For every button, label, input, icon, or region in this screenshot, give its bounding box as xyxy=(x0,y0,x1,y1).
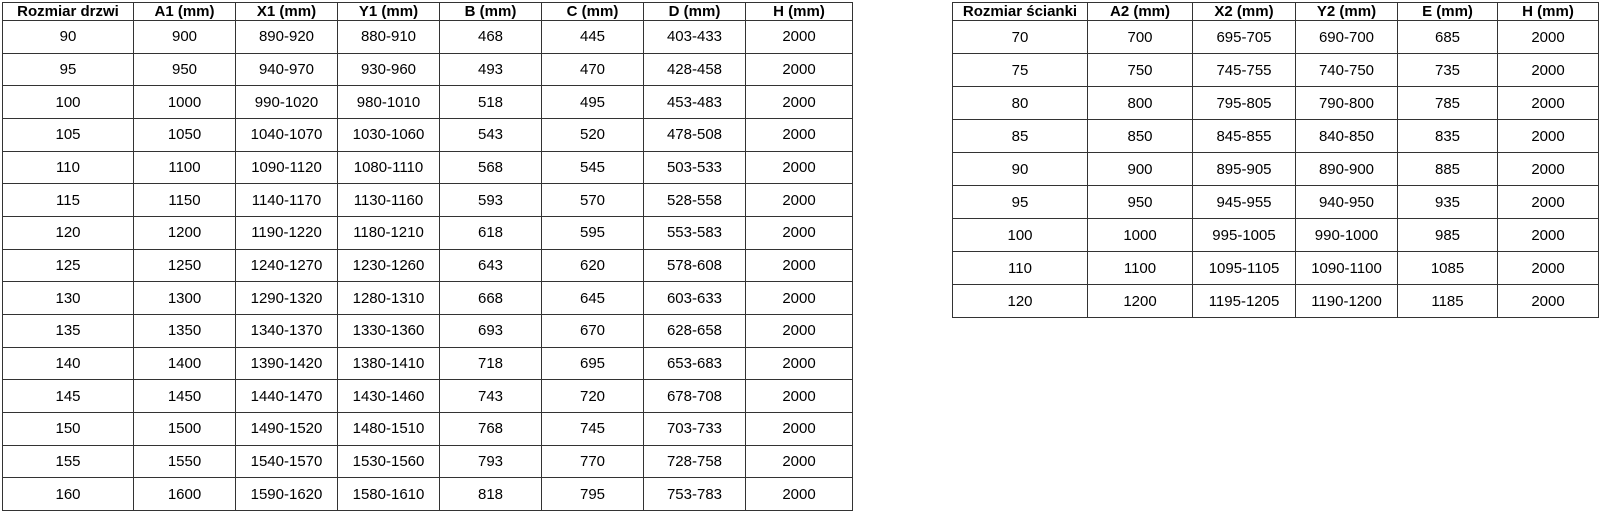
table-cell: 115 xyxy=(3,184,134,217)
table-cell: 740-750 xyxy=(1296,54,1398,87)
column-header-y1: Y1 (mm) xyxy=(338,3,440,21)
table-cell: 940-970 xyxy=(236,53,338,86)
table-cell: 2000 xyxy=(746,86,853,119)
column-header-a1: A1 (mm) xyxy=(134,3,236,21)
table-row xyxy=(3,445,853,478)
table-cell: 503-533 xyxy=(644,151,746,184)
table-cell: 718 xyxy=(440,347,542,380)
table-cell: 1050 xyxy=(134,118,236,151)
table-cell: 785 xyxy=(1398,87,1498,120)
table-cell: 2000 xyxy=(746,216,853,249)
table-cell: 2000 xyxy=(746,347,853,380)
table-cell: 2000 xyxy=(1498,120,1599,153)
table-cell: 1340-1370 xyxy=(236,314,338,347)
table-cell: 753-783 xyxy=(644,478,746,511)
table-cell: 1580-1610 xyxy=(338,478,440,511)
table-cell: 690-700 xyxy=(1296,21,1398,54)
table-cell: 90 xyxy=(3,21,134,54)
table-cell: 140 xyxy=(3,347,134,380)
table-cell: 1185 xyxy=(1398,285,1498,318)
table-cell: 2000 xyxy=(1498,285,1599,318)
table-cell: 890-900 xyxy=(1296,153,1398,186)
table-cell: 2000 xyxy=(1498,252,1599,285)
table-cell: 75 xyxy=(953,54,1088,87)
table-cell: 1030-1060 xyxy=(338,118,440,151)
table-cell: 120 xyxy=(3,216,134,249)
table-cell: 1400 xyxy=(134,347,236,380)
table-cell: 800 xyxy=(1088,87,1193,120)
table-cell: 120 xyxy=(953,285,1088,318)
table-cell: 840-850 xyxy=(1296,120,1398,153)
door-sizes-table xyxy=(2,2,853,511)
table-cell: 695 xyxy=(542,347,644,380)
table-cell: 100 xyxy=(3,86,134,119)
column-header-x1: X1 (mm) xyxy=(236,3,338,21)
table-row xyxy=(3,282,853,315)
table-cell: 528-558 xyxy=(644,184,746,217)
table-cell: 835 xyxy=(1398,120,1498,153)
wall-table-body xyxy=(953,21,1599,318)
table-cell: 643 xyxy=(440,249,542,282)
table-cell: 2000 xyxy=(746,249,853,282)
table-cell: 735 xyxy=(1398,54,1498,87)
table-cell: 578-608 xyxy=(644,249,746,282)
table-cell: 1200 xyxy=(134,216,236,249)
table-cell: 130 xyxy=(3,282,134,315)
table-cell: 1130-1160 xyxy=(338,184,440,217)
table-cell: 2000 xyxy=(746,151,853,184)
table-cell: 135 xyxy=(3,314,134,347)
table-row xyxy=(3,347,853,380)
table-cell: 428-458 xyxy=(644,53,746,86)
table-cell: 545 xyxy=(542,151,644,184)
table-cell: 695-705 xyxy=(1193,21,1296,54)
table-cell: 570 xyxy=(542,184,644,217)
table-cell: 1140-1170 xyxy=(236,184,338,217)
table-cell: 1290-1320 xyxy=(236,282,338,315)
table-cell: 693 xyxy=(440,314,542,347)
table-row xyxy=(953,87,1599,120)
table-cell: 155 xyxy=(3,445,134,478)
table-cell: 743 xyxy=(440,380,542,413)
column-header-y2: Y2 (mm) xyxy=(1296,3,1398,21)
table-cell: 1000 xyxy=(134,86,236,119)
table-row xyxy=(3,249,853,282)
table-row xyxy=(953,219,1599,252)
table-cell: 1500 xyxy=(134,412,236,445)
table-cell: 895-905 xyxy=(1193,153,1296,186)
table-cell: 2000 xyxy=(1498,153,1599,186)
column-header-rozmiar-scianki: Rozmiar ścianki xyxy=(953,3,1088,21)
column-header-b: B (mm) xyxy=(440,3,542,21)
table-cell: 445 xyxy=(542,21,644,54)
table-cell: 703-733 xyxy=(644,412,746,445)
table-cell: 1080-1110 xyxy=(338,151,440,184)
table-row xyxy=(3,412,853,445)
table-cell: 768 xyxy=(440,412,542,445)
table-cell: 770 xyxy=(542,445,644,478)
table-cell: 468 xyxy=(440,21,542,54)
table-cell: 2000 xyxy=(746,412,853,445)
table-row xyxy=(953,252,1599,285)
table-cell: 1230-1260 xyxy=(338,249,440,282)
table-cell: 2000 xyxy=(746,282,853,315)
table-cell: 1440-1470 xyxy=(236,380,338,413)
table-cell: 105 xyxy=(3,118,134,151)
column-header-e: E (mm) xyxy=(1398,3,1498,21)
table-cell: 1180-1210 xyxy=(338,216,440,249)
table-cell: 2000 xyxy=(746,21,853,54)
table-cell: 1490-1520 xyxy=(236,412,338,445)
table-row xyxy=(953,54,1599,87)
table-cell: 850 xyxy=(1088,120,1193,153)
table-cell: 145 xyxy=(3,380,134,413)
table-cell: 2000 xyxy=(746,445,853,478)
table-cell: 2000 xyxy=(746,380,853,413)
table-cell: 950 xyxy=(1088,186,1193,219)
table-cell: 110 xyxy=(3,151,134,184)
door-table-body xyxy=(3,21,853,511)
table-cell: 95 xyxy=(3,53,134,86)
table-cell: 1380-1410 xyxy=(338,347,440,380)
table-cell: 880-910 xyxy=(338,21,440,54)
table-cell: 745 xyxy=(542,412,644,445)
table-cell: 678-708 xyxy=(644,380,746,413)
table-cell: 1530-1560 xyxy=(338,445,440,478)
table-cell: 1250 xyxy=(134,249,236,282)
table-cell: 1090-1100 xyxy=(1296,252,1398,285)
table-cell: 85 xyxy=(953,120,1088,153)
table-cell: 593 xyxy=(440,184,542,217)
table-cell: 900 xyxy=(1088,153,1193,186)
table-cell: 1195-1205 xyxy=(1193,285,1296,318)
table-cell: 1040-1070 xyxy=(236,118,338,151)
table-cell: 790-800 xyxy=(1296,87,1398,120)
table-row xyxy=(3,380,853,413)
table-row xyxy=(3,118,853,151)
table-cell: 745-755 xyxy=(1193,54,1296,87)
table-cell: 1350 xyxy=(134,314,236,347)
table-cell: 2000 xyxy=(746,314,853,347)
table-cell: 1240-1270 xyxy=(236,249,338,282)
table-cell: 100 xyxy=(953,219,1088,252)
table-cell: 618 xyxy=(440,216,542,249)
table-cell: 750 xyxy=(1088,54,1193,87)
table-cell: 110 xyxy=(953,252,1088,285)
table-cell: 1430-1460 xyxy=(338,380,440,413)
table-cell: 543 xyxy=(440,118,542,151)
table-row xyxy=(3,53,853,86)
table-cell: 2000 xyxy=(746,118,853,151)
column-header-c: C (mm) xyxy=(542,3,644,21)
table-cell: 1600 xyxy=(134,478,236,511)
table-row xyxy=(3,216,853,249)
table-cell: 985 xyxy=(1398,219,1498,252)
table-cell: 2000 xyxy=(746,478,853,511)
table-row xyxy=(3,86,853,119)
table-cell: 670 xyxy=(542,314,644,347)
table-cell: 685 xyxy=(1398,21,1498,54)
table-cell: 478-508 xyxy=(644,118,746,151)
table-cell: 940-950 xyxy=(1296,186,1398,219)
table-row xyxy=(953,120,1599,153)
table-cell: 90 xyxy=(953,153,1088,186)
table-cell: 603-633 xyxy=(644,282,746,315)
table-cell: 950 xyxy=(134,53,236,86)
table-cell: 818 xyxy=(440,478,542,511)
column-header-d: D (mm) xyxy=(644,3,746,21)
table-cell: 900 xyxy=(134,21,236,54)
table-cell: 1095-1105 xyxy=(1193,252,1296,285)
table-cell: 493 xyxy=(440,53,542,86)
table-row xyxy=(953,153,1599,186)
table-cell: 1590-1620 xyxy=(236,478,338,511)
table-cell: 568 xyxy=(440,151,542,184)
table-cell: 470 xyxy=(542,53,644,86)
table-cell: 1090-1120 xyxy=(236,151,338,184)
table-row xyxy=(953,285,1599,318)
table-cell: 995-1005 xyxy=(1193,219,1296,252)
table-cell: 1085 xyxy=(1398,252,1498,285)
table-cell: 595 xyxy=(542,216,644,249)
table-cell: 845-855 xyxy=(1193,120,1296,153)
table-cell: 930-960 xyxy=(338,53,440,86)
table-cell: 2000 xyxy=(1498,54,1599,87)
column-header-h2: H (mm) xyxy=(1498,3,1599,21)
table-cell: 1480-1510 xyxy=(338,412,440,445)
table-cell: 125 xyxy=(3,249,134,282)
table-cell: 795-805 xyxy=(1193,87,1296,120)
table-cell: 990-1000 xyxy=(1296,219,1398,252)
table-cell: 653-683 xyxy=(644,347,746,380)
table-cell: 935 xyxy=(1398,186,1498,219)
table-row xyxy=(3,21,853,54)
table-cell: 2000 xyxy=(1498,186,1599,219)
table-cell: 620 xyxy=(542,249,644,282)
table-cell: 700 xyxy=(1088,21,1193,54)
table-cell: 1450 xyxy=(134,380,236,413)
table-cell: 1100 xyxy=(134,151,236,184)
column-header-h: H (mm) xyxy=(746,3,853,21)
table-cell: 1190-1200 xyxy=(1296,285,1398,318)
column-header-x2: X2 (mm) xyxy=(1193,3,1296,21)
table-cell: 795 xyxy=(542,478,644,511)
table-cell: 2000 xyxy=(1498,21,1599,54)
table-cell: 2000 xyxy=(1498,219,1599,252)
table-cell: 728-758 xyxy=(644,445,746,478)
table-row xyxy=(3,478,853,511)
table-cell: 2000 xyxy=(746,53,853,86)
table-cell: 95 xyxy=(953,186,1088,219)
table-cell: 1550 xyxy=(134,445,236,478)
table-cell: 1330-1360 xyxy=(338,314,440,347)
table-cell: 645 xyxy=(542,282,644,315)
table-cell: 980-1010 xyxy=(338,86,440,119)
table-cell: 945-955 xyxy=(1193,186,1296,219)
table-cell: 453-483 xyxy=(644,86,746,119)
wall-sizes-table xyxy=(952,2,1599,318)
table-row xyxy=(3,151,853,184)
table-cell: 1200 xyxy=(1088,285,1193,318)
table-cell: 1000 xyxy=(1088,219,1193,252)
table-cell: 1390-1420 xyxy=(236,347,338,380)
table-row xyxy=(3,314,853,347)
table-cell: 1100 xyxy=(1088,252,1193,285)
wall-table-header-row xyxy=(953,3,1599,21)
table-cell: 1300 xyxy=(134,282,236,315)
table-cell: 2000 xyxy=(746,184,853,217)
table-cell: 518 xyxy=(440,86,542,119)
table-cell: 628-658 xyxy=(644,314,746,347)
table-cell: 553-583 xyxy=(644,216,746,249)
table-cell: 720 xyxy=(542,380,644,413)
table-cell: 520 xyxy=(542,118,644,151)
table-cell: 1540-1570 xyxy=(236,445,338,478)
table-cell: 890-920 xyxy=(236,21,338,54)
table-cell: 793 xyxy=(440,445,542,478)
table-row xyxy=(953,21,1599,54)
table-cell: 1190-1220 xyxy=(236,216,338,249)
table-row xyxy=(953,186,1599,219)
table-cell: 2000 xyxy=(1498,87,1599,120)
table-cell: 160 xyxy=(3,478,134,511)
table-cell: 1280-1310 xyxy=(338,282,440,315)
table-cell: 1150 xyxy=(134,184,236,217)
table-cell: 150 xyxy=(3,412,134,445)
table-cell: 403-433 xyxy=(644,21,746,54)
table-cell: 668 xyxy=(440,282,542,315)
door-table-header-row xyxy=(3,3,853,21)
column-header-a2: A2 (mm) xyxy=(1088,3,1193,21)
table-cell: 885 xyxy=(1398,153,1498,186)
table-cell: 70 xyxy=(953,21,1088,54)
column-header-rozmiar-drzwi: Rozmiar drzwi xyxy=(3,3,134,21)
table-row xyxy=(3,184,853,217)
table-cell: 990-1020 xyxy=(236,86,338,119)
table-cell: 495 xyxy=(542,86,644,119)
table-cell: 80 xyxy=(953,87,1088,120)
